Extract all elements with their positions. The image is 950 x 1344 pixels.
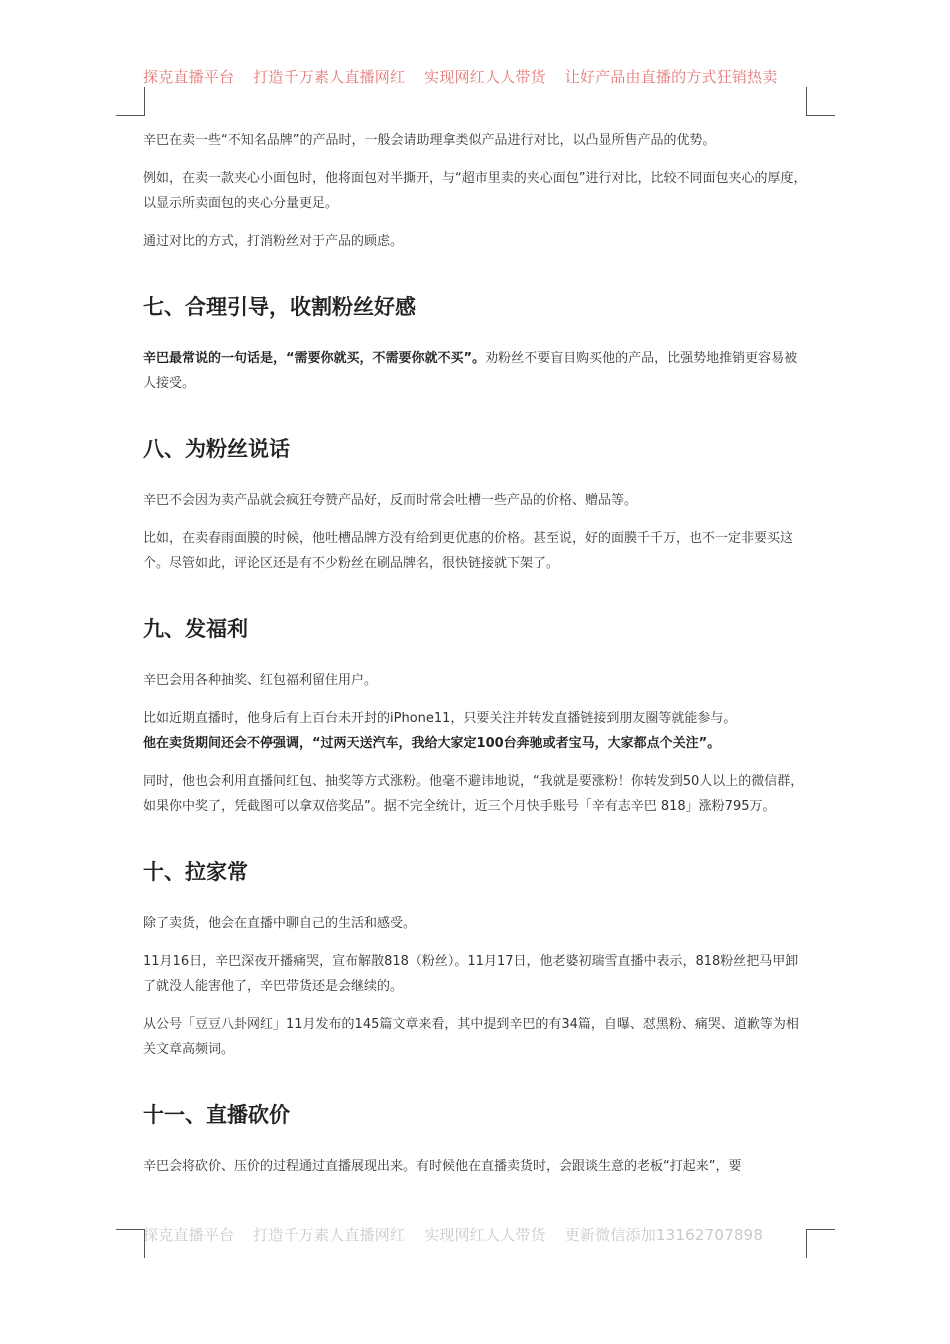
paragraph	[143, 706, 808, 756]
bold-quote: 他在卖货期间还会不停强调，“过两天送汽车，我给大家定100台奔驰或者宝马，大家都点个关注”。	[143, 736, 721, 751]
crop-mark-top-left	[116, 87, 145, 116]
footer-item-slogan-1: 打造千万素人直播网红	[253, 1226, 406, 1244]
section-heading-9: 九、发福利	[143, 617, 248, 641]
crop-mark-top-right	[806, 87, 835, 116]
header-item-slogan-1: 打造千万素人直播网红	[253, 68, 406, 86]
paragraph: 从公号「豆豆八卦网红」11月发布的145篇文章来看，其中提到辛巴的有34篇，自曝、怼黑粉、痛哭、道歉等为相关文章高频词。	[143, 1017, 799, 1057]
page-header	[143, 66, 823, 92]
footer-item-slogan-2: 实现网红人人带货	[424, 1226, 546, 1244]
page-footer	[143, 1224, 823, 1248]
bold-quote: 辛巴最常说的一句话是，“需要你就买，不需要你就不买”。	[143, 351, 486, 366]
paragraph: 通过对比的方式，打消粉丝对于产品的顾虑。	[143, 234, 404, 249]
header-item-slogan-2: 实现网红人人带货	[424, 68, 546, 86]
paragraph: 辛巴会用各种抽奖、红包福利留住用户。	[143, 673, 378, 688]
section-heading-7: 七、合理引导，收割粉丝好感	[143, 295, 416, 319]
paragraph: 除了卖货，他会在直播中聊自己的生活和感受。	[143, 916, 417, 931]
header-item-platform: 探克直播平台	[143, 68, 235, 86]
section-heading-10: 十、拉家常	[143, 860, 248, 884]
paragraph-text: 比如近期直播时，他身后有上百台未开封的iPhone11，只要关注并转发直播链接到朋友圈等就能参与。	[143, 711, 737, 726]
paragraph: 辛巴在卖一些“不知名品牌”的产品时，一般会请助理拿类似产品进行对比，以凸显所售产品的优势。	[143, 133, 716, 148]
paragraph: 比如，在卖春雨面膜的时候，他吐槽品牌方没有给到更优惠的价格。甚至说，好的面膜千千万，也不一定非要买这个。尽管如此，评论区还是有不少粉丝在刷品牌名，很快链接就下架了。	[143, 531, 794, 571]
paragraph: 同时，他也会利用直播间红包、抽奖等方式涨粉。他毫不避讳地说，“我就是要涨粉！你转发到50人以上的微信群，如果你中奖了，凭截图可以拿双倍奖品”。据不完全统计，近三个月快手账号「辛有志辛巴 818」涨粉795万。	[143, 774, 804, 814]
paragraph: 辛巴不会因为卖产品就会疯狂夸赞产品好，反而时常会吐槽一些产品的价格、赠品等。	[143, 493, 638, 508]
paragraph	[143, 346, 808, 396]
crop-mark-bottom-right	[806, 1229, 835, 1258]
paragraph: 例如，在卖一款夹心小面包时，他将面包对半撕开，与“超市里卖的夹心面包”进行对比，比较不同面包夹心的厚度，以显示所卖面包的夹心分量更足。	[143, 171, 807, 211]
document-body	[143, 128, 808, 1222]
paragraph: 11月16日，辛巴深夜开播痛哭，宣布解散818（粉丝）。11月17日，他老婆初瑞雪直播中表示，818粉丝把马甲卸了就没人能害他了，辛巴带货还是会继续的。	[143, 954, 799, 994]
footer-item-contact: 更新微信添加13162707898	[564, 1226, 764, 1244]
section-heading-8: 八、为粉丝说话	[143, 437, 290, 461]
section-heading-11: 十一、直播砍价	[143, 1103, 290, 1127]
footer-item-platform: 探克直播平台	[143, 1226, 235, 1244]
paragraph: 辛巴会将砍价、压价的过程通过直播展现出来。有时候他在直播卖货时，会跟谈生意的老板“打起来”，要	[143, 1159, 742, 1174]
paragraph-text: 劝粉丝不要盲目购买他的产品，比强势地推销更容易被人接受。	[143, 351, 798, 391]
header-item-slogan-3: 让好产品由直播的方式狂销热卖	[564, 68, 778, 86]
crop-mark-bottom-left	[116, 1229, 145, 1258]
